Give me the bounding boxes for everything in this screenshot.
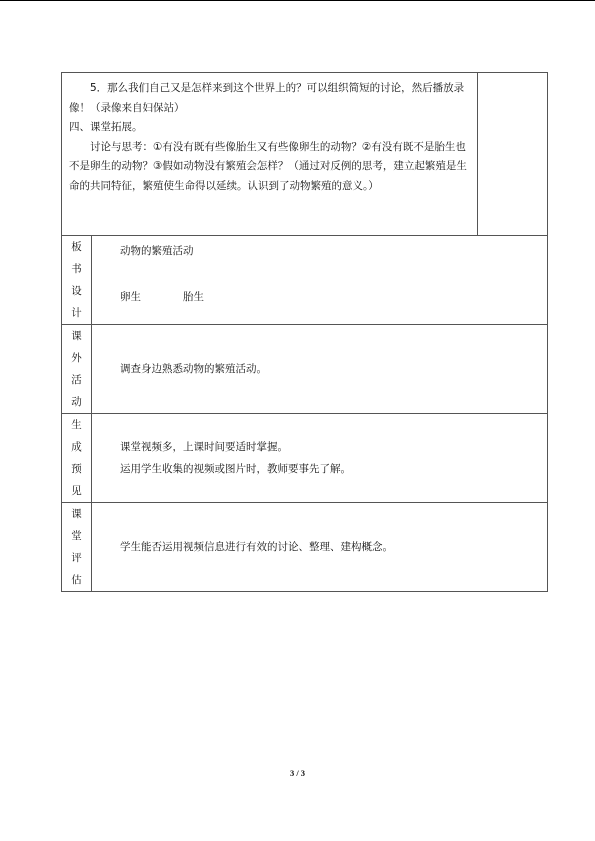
label-char: 生 — [71, 419, 82, 431]
board-item-viviparous: 胎生 — [183, 291, 204, 303]
label-char: 课 — [71, 508, 82, 520]
label-char: 设 — [71, 285, 82, 297]
label-char: 板 — [71, 241, 82, 253]
generation-preview-line: 课堂视频多，上课时间要适时掌握。 — [120, 441, 288, 453]
board-design-row — [62, 236, 548, 325]
board-item-oviparous: 卵生 — [120, 291, 141, 303]
board-title: 动物的繁殖活动 — [120, 245, 194, 257]
class-evaluation-row — [62, 503, 548, 592]
label-char: 书 — [71, 263, 82, 275]
lesson-plan-table — [61, 72, 548, 592]
label-char: 活 — [71, 374, 82, 386]
class-evaluation-content — [92, 503, 548, 592]
class-evaluation-label — [62, 503, 92, 592]
continued-process-row — [62, 73, 548, 236]
generation-preview-content — [92, 414, 548, 503]
label-char: 课 — [71, 330, 82, 342]
discussion-paragraph: 讨论与思考：①有没有既有些像胎生又有些像卵生的动物？②有没有既不是胎生也不是卵生的动物？③假如动物没有繁殖会怎样？（通过对反例的思考，建立起繁殖是生命的共同特征，繁殖使生命得以延续。认识到了动物繁殖的意义。） — [69, 140, 467, 192]
extracurricular-label — [62, 325, 92, 414]
board-design-content — [92, 236, 548, 325]
extracurricular-content — [92, 325, 548, 414]
continued-process-cell — [62, 73, 478, 236]
label-char: 动 — [71, 396, 82, 408]
class-evaluation-text: 学生能否运用视频信息进行有效的讨论、整理、建构概念。 — [120, 541, 393, 553]
label-char: 外 — [71, 352, 82, 364]
board-design-label — [62, 236, 92, 325]
board-items — [120, 286, 547, 308]
notes-column-cell — [478, 73, 548, 236]
generation-preview-line: 运用学生收集的视频或图片时，教师要事先了解。 — [120, 463, 351, 475]
page-number: 3 / 3 — [289, 768, 306, 778]
label-char: 成 — [71, 441, 82, 453]
label-char: 评 — [71, 552, 82, 564]
section-heading-extension: 四、课堂拓展。 — [69, 121, 143, 133]
extracurricular-row — [62, 325, 548, 414]
header-rule — [0, 0, 595, 1]
label-char: 堂 — [71, 530, 82, 542]
generation-preview-label — [62, 414, 92, 503]
label-char: 预 — [71, 463, 82, 475]
label-char: 见 — [71, 485, 82, 497]
process-step-5: 5．那么我们自己又是怎样来到这个世界上的？可以组织简短的讨论，然后播放录像！（录像来自妇保站） — [69, 82, 465, 114]
extracurricular-text: 调查身边熟悉动物的繁殖活动。 — [120, 363, 267, 375]
label-char: 估 — [71, 574, 82, 586]
generation-preview-row — [62, 414, 548, 503]
label-char: 计 — [71, 307, 82, 319]
